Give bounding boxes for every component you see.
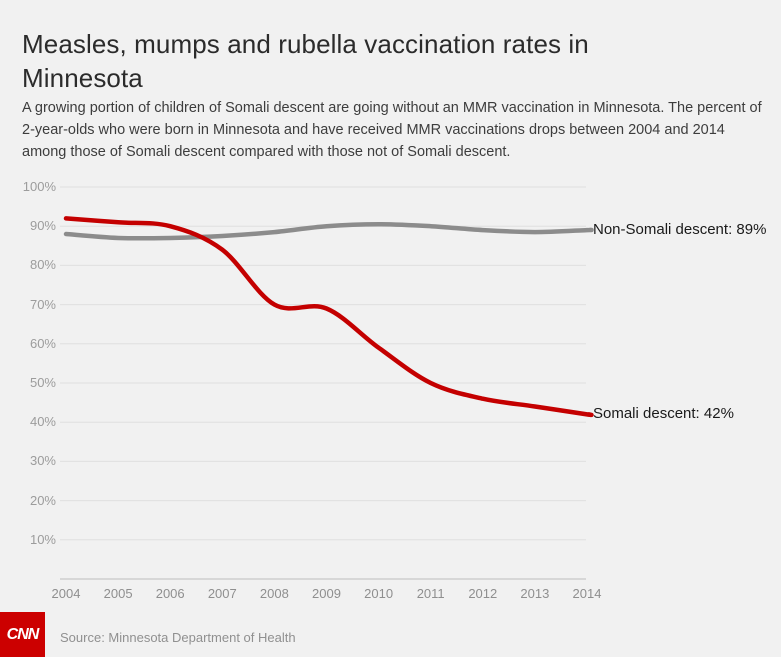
x-axis-tick-label: 2009 — [312, 586, 341, 601]
y-axis-tick-label: 80% — [29, 257, 56, 273]
y-axis-tick-label: 60% — [29, 335, 56, 351]
somali-descent-line — [66, 218, 592, 415]
x-axis-tick-label: 2014 — [572, 586, 602, 601]
y-axis-tick-label: 40% — [29, 414, 56, 430]
y-axis-tick-label: 50% — [29, 375, 56, 390]
x-axis-tick-label: 2013 — [520, 586, 550, 601]
series-end-label: Non-Somali descent: 89% — [593, 221, 767, 239]
x-axis-tick-label: 2004 — [51, 586, 81, 601]
cnn-logo — [0, 612, 45, 657]
y-axis-tick-label: 100% — [22, 179, 56, 194]
source-attribution: Source: Minnesota Department of Health — [60, 630, 296, 645]
x-axis-tick-label: 2011 — [416, 586, 445, 601]
y-axis-tick-label: 20% — [29, 492, 56, 508]
cnn-logo-text: CNN — [6, 625, 39, 643]
series-end-label: Somali descent: 42% — [593, 405, 734, 423]
chart-title: Measles, mumps and rubella vaccination rates in Minnesota — [22, 29, 589, 93]
y-axis-tick-label: 30% — [29, 453, 56, 469]
x-axis-tick-label: 2012 — [468, 586, 498, 601]
x-axis-tick-label: 2007 — [207, 586, 237, 601]
y-axis-tick-label: 90% — [29, 218, 56, 234]
chart-subtitle: A growing portion of children of Somali descent are going without an MMR vaccination in Minnesota. The percent of 2-year-olds who were born in Minnesota and have received MMR vaccinations drops between 2004 and 2014 among those of Somali descent compared with those not of Somali descent. — [22, 100, 762, 160]
y-axis-tick-label: 70% — [29, 296, 56, 312]
y-axis-tick-label: 10% — [29, 531, 56, 547]
x-axis-tick-label: 2006 — [155, 586, 185, 601]
x-axis-tick-label: 2008 — [259, 586, 289, 601]
x-axis-tick-label: 2010 — [364, 586, 394, 601]
x-axis-tick-label: 2005 — [103, 586, 133, 601]
